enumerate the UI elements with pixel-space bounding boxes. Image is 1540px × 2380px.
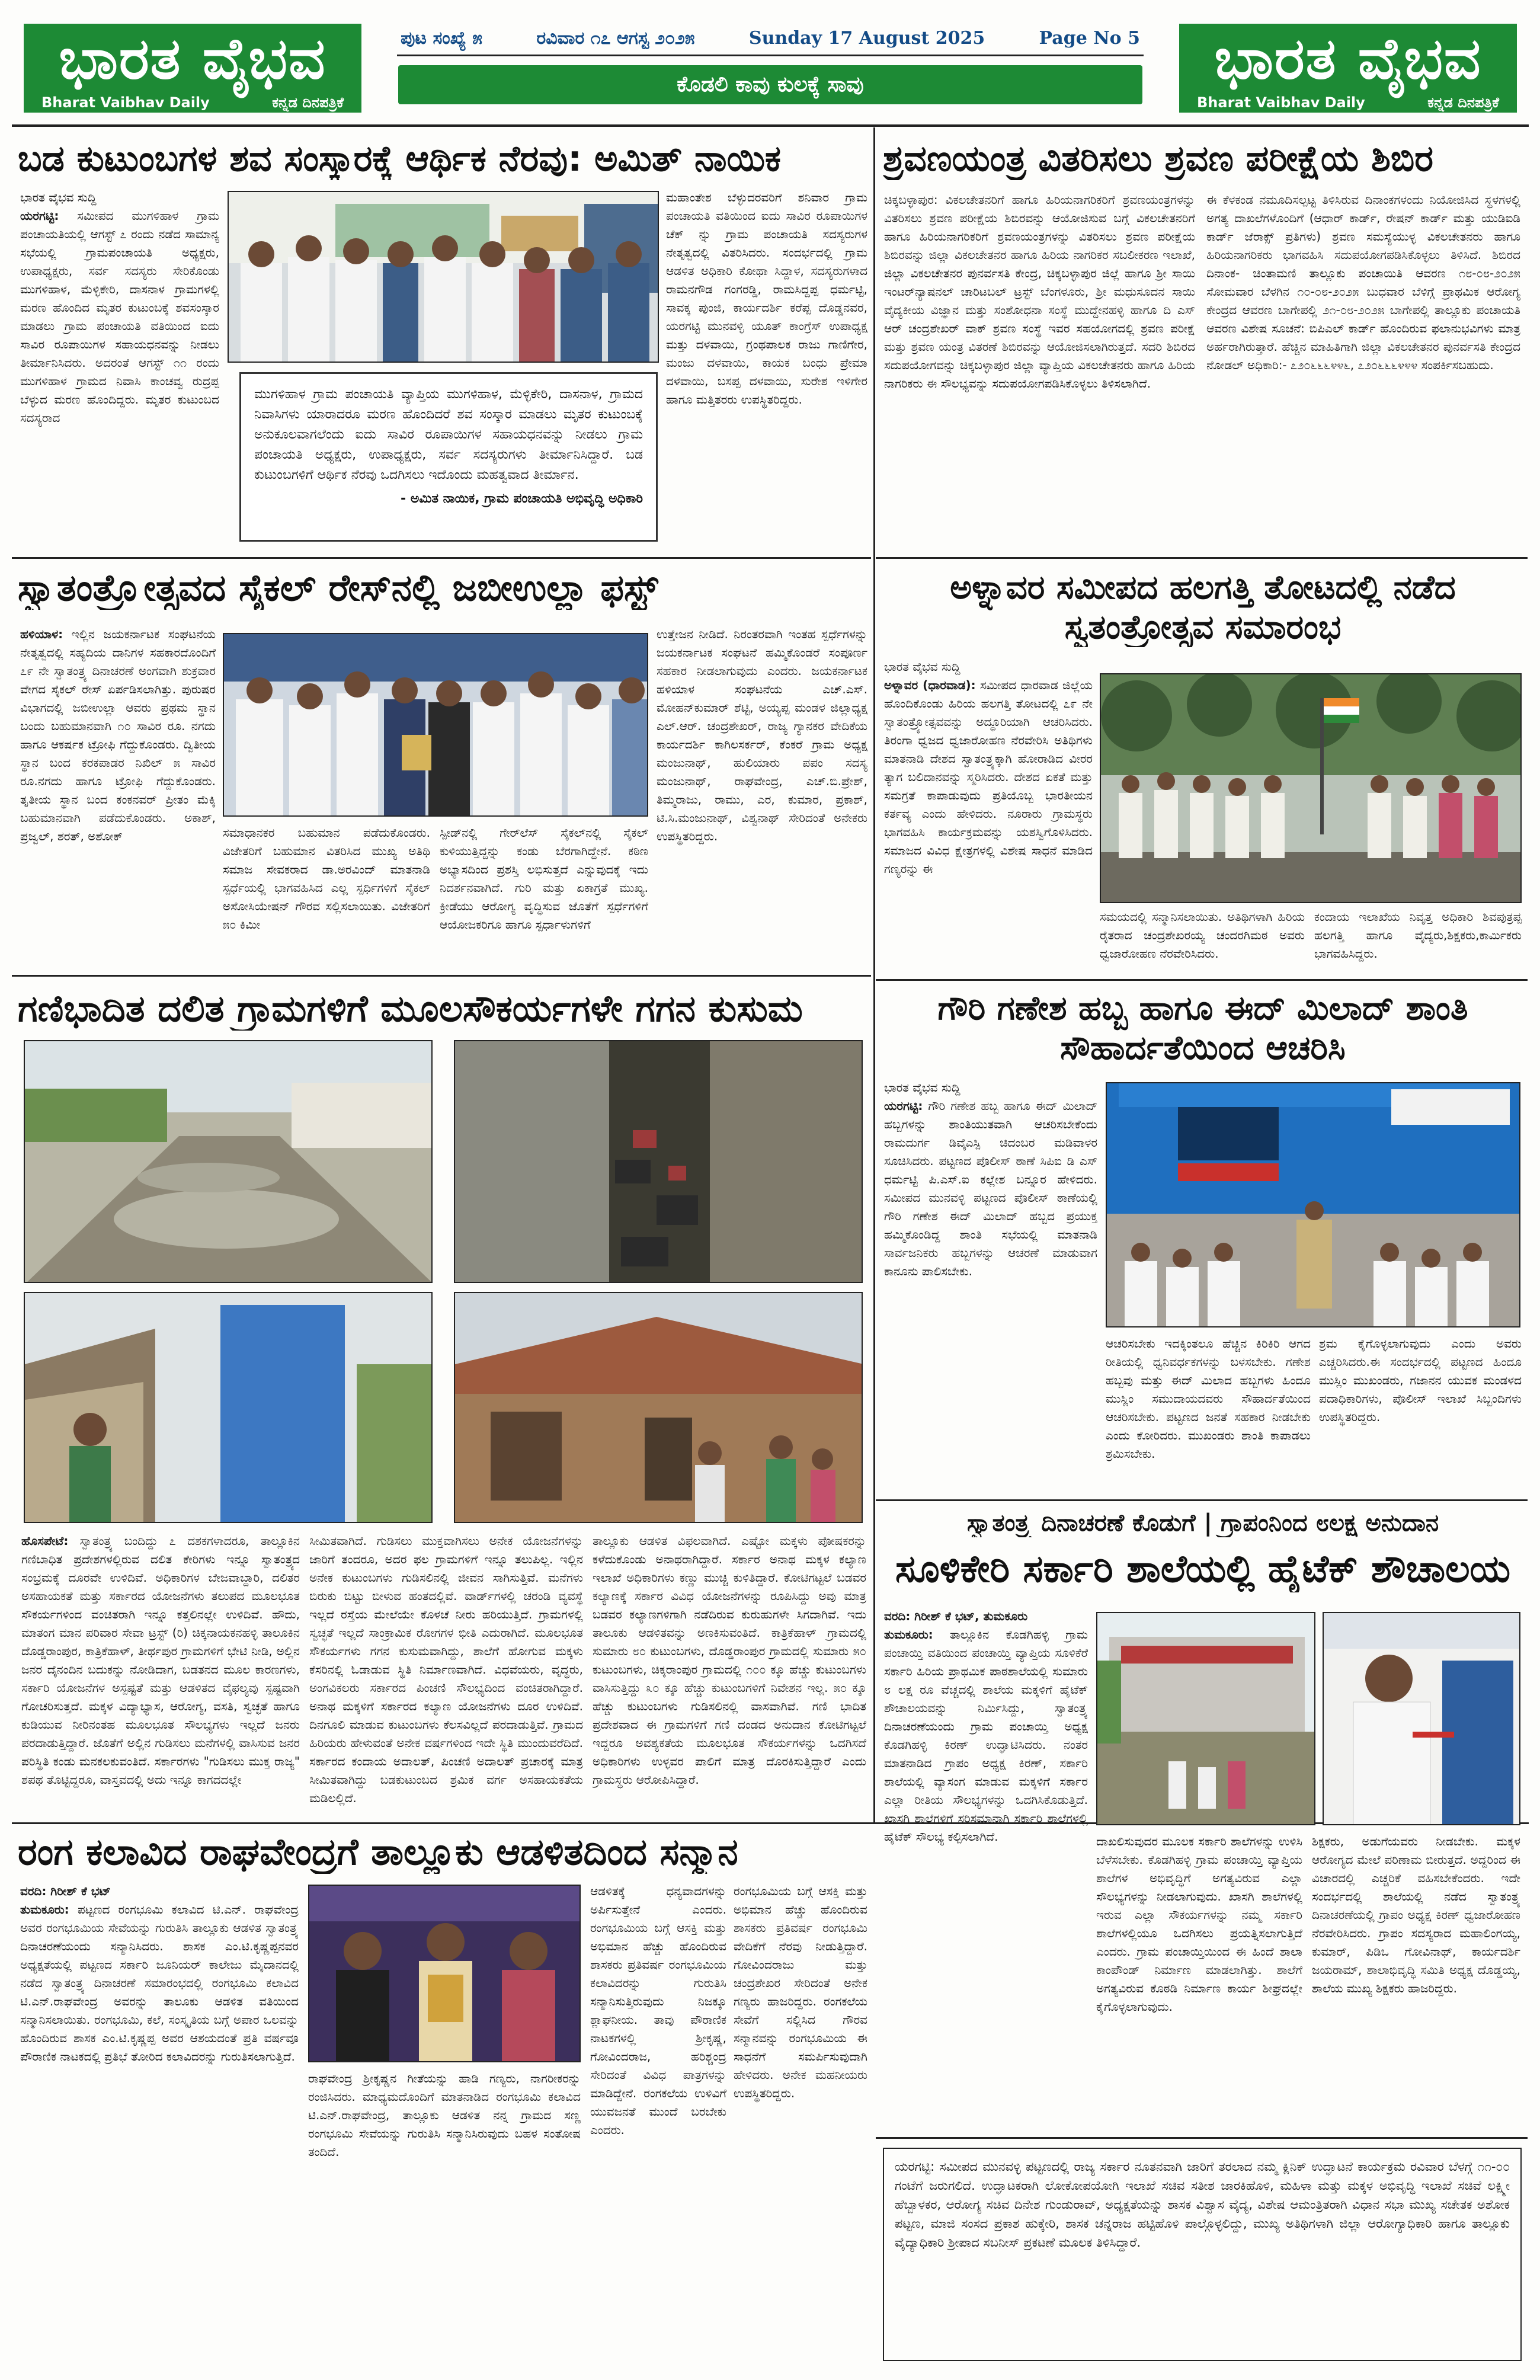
a2-col1: ಚಿಕ್ಕಬಳ್ಳಾಪುರ: ವಿಕಲಚೇತನರಿಗೆ ಹಾಗೂ ಹಿರಿಯನಾಗರಿಕರಿಗೆ ಶ್ರವಣಯಂತ್ರಗಳನ್ನು ವಿತರಿಸಲು ಶ್ರವಣ ಪರೀಕ್ಷೆಯ ಶಿಬಿರವನ್ನು ಆಯೋಜಿಸುವ ಬಗ್ಗೆ ವಿಕಲಚೇತನರಿಗೆ ಹಾಗೂ ಹಿರಿಯನಾಗರಿಕರಿಗೆ ಶ್ರವಣಯಂತ್ರಗಳನ್ನು ವಿತರಿಸಲು ಶ್ರವಣ ಪರೀಕ್ಷೆಯ ಶಿಬಿರವನ್ನು ಜಿಲ್ಲಾ ವಿಕಲಚೇತನರ ಹಾಗೂ ಹಿರಿಯ ನಾಗರಿಕರ ಸಬಲೀಕರಣ ಇಲಾಖೆ, ಜಿಲ್ಲಾ ವಿಕಲಚೇತನರ ಪುನರ್ವಸತಿ ಕೇಂದ್ರ, ಚಿಕ್ಕಬಳ್ಳಾಪುರ ಜಿಲ್ಲೆ ಹಾಗೂ ಶ್ರೀ ಸಾಯಿ ಇಂಟರ್‌ನ್ಯಾಷನಲ್ ಚಾರಿಟಬಲ್ ಟ್ರಸ್ಟ್ ಬೆಂಗಳೂರು, ಶ್ರೀ ಮಧುಸೂದನ ಸಾಯಿ ವೈದ್ಯಕೀಯ ವಿಜ್ಞಾನ ಮತ್ತು ಸಂಶೋಧನಾ ಸಂಸ್ಥೆ ಮುದ್ದೇನಹಳ್ಳಿ ಹಾಗೂ ದಿ ಎಸ್ ಆರ್ ಚಂದ್ರಶೇಖರ್ ವಾಕ್ ಶ್ರವಣ ಸಂಸ್ಥೆ ಇವರ ಸಹಯೋಗದಲ್ಲಿ ಶ್ರವಣ ಪರೀಕ್ಷೆ ಮತ್ತು ಶ್ರವಣ ಯಂತ್ರ ವಿತರಣೆ ಶಿಬಿರವನ್ನು ಆಯೋಜಿಸಲಾಗಿರುತ್ತದೆ. ಸದರಿ ಶಿಬಿರದ ಸದುಪಯೋಗವನ್ನು ಚಿಕ್ಕಬಳ್ಳಾಪುರ ಜಿಲ್ಲಾ ವ್ಯಾಪ್ತಿಯ ವಿಕಲಚೇತನರು ಹಾಗೂ ಹಿರಿಯ ನಾಗರಿಕರು ಈ ಸೌಲಭ್ಯವನ್ನು ಸದುಪಯೋಗಪಡಿಸಿಕೊಳ್ಳಲು ತಿಳಿಸಲಾಗಿದೆ. <box>884 193 1195 391</box>
a6-col1 <box>884 1079 1097 1363</box>
a3-headline: ಸ್ವಾತಂತ್ರ್ಯೋತ್ಸವದ ಸೈಕಲ್ ರೇಸ್‌ನಲ್ಲಿ ಜಬೀಉಲ್ಲಾ ಫಸ್ಟ್ <box>18 566 658 609</box>
a4-bottom-left: ಸಮಯದಲ್ಲಿ ಸನ್ಮಾನಿಸಲಾಯಿತು. ಅತಿಥಿಗಳಾಗಿ ಹಿರಿಯ ರೈತರಾದ ಚಂದ್ರಶೇಖರಯ್ಯ ಚಂದರಗಿಮಠ ಅವರು ಧ್ವಜಾರೋಹಣ ನೆರವೇರಿಸಿದರು. <box>1100 910 1305 961</box>
a7-photo-2-image <box>1324 1613 1520 1825</box>
a5-photo-3-image <box>25 1293 433 1523</box>
a7-col3: ಶಿಕ್ಷಕರು, ಅಡುಗೆಯವರು ನೀಡಬೇಕು. ಮಕ್ಕಳ ಆರೋಗ್ಯದ ಮೇಲೆ ಪರಿಣಾಮ ಬೀರುತ್ತದೆ. ಅದ್ದರಿಂದ ಈ ವಿಚಾರದಲ್ಲಿ ಎಚ್ಚರಿಕೆ ವಹಿಸಬೇಕೆಂದರು. ಇದೇ ಸಂದರ್ಭದಲ್ಲಿ ಶಾಲೆಯಲ್ಲಿ ನಡೆದ ಸ್ವಾತಂತ್ರ್ಯ ದಿನಾಚರಣೆಯಲ್ಲಿ ಗ್ರಾಪಂ ಅಧ್ಯಕ್ಷ ಕಿರಣ್ ಧ್ವಜಾರೋಹಣ ನೆರವೇರಿಸಿದರು. ಗ್ರಾಪಂ ಸದಸ್ಯರಾದ ಮಹಾಲಿಂಗಯ್ಯ, ಕುಮಾರ್, ಪಿಡಿಒ ಗೋವಿನಾಥ್, ಕಾರ್ಯದರ್ಶಿ ಜಯರಾಮ್, ಶಾಲಾಭಿವೃದ್ಧಿ ಸಮಿತಿ ಅಧ್ಯಕ್ಷ ದೊಡ್ಡಯ್ಯ, ಶಾಲೆಯ ಮುಖ್ಯ ಶಿಕ್ಷಕರು ಹಾಜರಿದ್ದರು. <box>1312 1834 1520 1995</box>
a3-dateline: ಹಳಿಯಾಳ: <box>20 627 63 641</box>
a6-photo <box>1106 1082 1520 1327</box>
page-number: Page No 5 <box>1039 27 1140 49</box>
a5-col1-text: ಸ್ವಾತಂತ್ರ್ಯ ಬಂದಿದ್ದು ೭ ದಶಕಗಳಾದರೂ, ತಾಲ್ಲೂಕಿನ ಗಣಿಬಾಧಿತ ಪ್ರದೇಶಗಳಲ್ಲಿರುವ ದಲಿತ ಕೇರಿಗಳು ಇನ್ನೂ ಸ್ವಾತಂತ್ರ್ಯದ ಸಂಭ್ರಮಕ್ಕೆ ದೂರವೇ ಉಳಿದಿವೆ. ಅಧಿಕಾರಿಗಳ ಬೇಜವಾಬ್ದಾರಿ, ದಲಿತರ ಅಸಹಾಯಕತೆ ಮತ್ತು ಸರ್ಕಾರದ ಯೋಜನೆಗಳು ತಲುಪದ ಮೂಲಭೂತ ಸೌಕರ್ಯಗಳಿಂದ ವಂಚಿತರಾಗಿ ಇನ್ನೂ ಕತ್ತಲಿನಲ್ಲೇ ಉಳಿದಿವೆ. ಹೌದು, ಮಾತಂಗ ಮಾನ ಪರಿವಾರ ಸೇವಾ ಟ್ರಸ್ಟ್ (ರಿ) ಚಿಕ್ಕನಾಯಕನಹಳ್ಳಿ ತಾಲೂಕಿನ ದೊಡ್ಡರಾಂಪುರ, ಕಾತ್ರಿಕೆಹಾಳ್, ತೀರ್ಥಪುರ ಗ್ರಾಮಗಳಿಗೆ ಭೇಟಿ ನೀಡಿ, ಅಲ್ಲಿನ ಜನರ ದೈನಂದಿನ ಬದುಕನ್ನು ನೋಡಿದಾಗ, ಬಡತನದ ಮೂಲ ಕಾರಣಗಳು, ಸರ್ಕಾರಿ ಯೋಜನೆಗಳ ಅಸ್ಪಷ್ಟತೆ ಮತ್ತು ಆಡಳಿತದ ವೈಫಲ್ಯವು ಸ್ಪಷ್ಟವಾಗಿ ಗೋಚರಿಸುತ್ತದೆ. ಮಕ್ಕಳ ವಿದ್ಯಾಭ್ಯಾಸ, ಆರೋಗ್ಯ, ವಸತಿ, ಸ್ವಚ್ಛತೆ ಹಾಗೂ ಕುಡಿಯುವ ನೀರಿನಂತಹ ಮೂಲಭೂತ ಸೌಲಭ್ಯಗಳು ಇಲ್ಲದೆ ಜನರು ಪರದಾಡುತ್ತಿದ್ದಾರೆ. ಜೊತೆಗೆ ಅಲ್ಲಿನ ಗುಡಿಸಲು ಮನೆಗಳಲ್ಲಿ ವಾಸಿಸುವ ಜನರ ಪರಿಸ್ಥಿತಿ ಕಂಡು ಮನಕಲಕುವಂತಿದೆ. ಸರ್ಕಾರಗಳು "ಗುಡಿಸಲು ಮುಕ್ತ ರಾಜ್ಯ" ಶಪಥ ತೊಟ್ಟಿದ್ದರೂ, ವಾಸ್ತವದಲ್ಲಿ ಅದು ಇನ್ನೂ ಕಾಗದದಲ್ಲೇ <box>21 1534 300 1787</box>
logo-sub-en: Bharat Vaibhav Daily <box>41 94 210 111</box>
a8-col1-text: ಪಟ್ಟಣದ ರಂಗಭೂಮಿ ಕಲಾವಿದ ಟಿ.ಎನ್. ರಾಘವೇಂದ್ರ ಅವರ ರಂಗಭೂಮಿಯ ಸೇವೆಯನ್ನು ಗುರುತಿಸಿ ತಾಲ್ಲೂಕು ಆಡಳಿತ ಸ್ವಾತಂತ್ರ್ಯ ದಿನಾಚರಣೆಯಂದು ಸನ್ಮಾನಿಸಿದರು. ಶಾಸಕ ಎಂ.ಟಿ.ಕೃಷ್ಣಪ್ಪನವರ ಅಧ್ಯಕ್ಷತೆಯಲ್ಲಿ ಪಟ್ಟಣದ ಸರ್ಕಾರಿ ಜೂನಿಯರ್ ಕಾಲೇಜು ಮೈದಾನದಲ್ಲಿ ನಡೆದ ಸ್ವಾತಂತ್ರ್ಯ ದಿನಾಚರಣೆ ಸಮಾರಂಭದಲ್ಲಿ ರಂಗಭೂಮಿ ಕಲಾವಿದ ಟಿ.ಎನ್.ರಾಘವೇಂದ್ರ ಅವರನ್ನು ತಾಲೂಕು ಆಡಳಿತ ವತಿಯಿಂದ ಸನ್ಮಾನಿಸಲಾಯಿತು. ರಂಗಭೂಮಿ, ಕಲೆ, ಸಂಸ್ಕೃತಿಯ ಬಗ್ಗೆ ಅಪಾರ ಒಲವನ್ನು ಹೊಂದಿರುವ ಶಾಸಕ ಎಂ.ಟಿ.ಕೃಷ್ಣಪ್ಪ ಅವರ ಆಶಯದಂತೆ ಪ್ರತಿ ವರ್ಷವೂ ಪೌರಾಣಿಕ ನಾಟಕದಲ್ಲಿ ಪ್ರತಿಭೆ ತೋರಿದ ಕಲಾವಿದರನ್ನು ಗುರುತಿಸಲಾಗುತ್ತಿದೆ. <box>20 1902 299 2064</box>
a6-headline: ಗೌರಿ ಗಣೇಶ ಹಬ್ಬ ಹಾಗೂ ಈದ್ ಮಿಲಾದ್ ಶಾಂತಿ ಸೌಹಾರ್ದತೆಯಿಂದ ಆಚರಿಸಿ <box>937 989 1468 1068</box>
a4-photo <box>1100 673 1522 903</box>
notice-box <box>883 2148 1522 2361</box>
a5-dateline: ಹೊಸಪೇಟೆ: <box>21 1534 69 1548</box>
a8-photo <box>308 1885 581 2062</box>
a4-col1-text: ಸಮೀಪದ ಧಾರವಾಡ ಜಿಲ್ಲೆಯ ಹೊಂದಿಕೊಂಡು ಹಿರಿಯ ಹಲಗತ್ತಿ ತೋಟದಲ್ಲಿ ೭೯ ನೇ ಸ್ವಾತಂತ್ರ್ಯೋತ್ಸವವನ್ನು ಅದ್ಧೂರಿಯಾಗಿ ಆಚರಿಸಿದರು. ತಿರಂಗಾ ಧ್ವಜದ ಧ್ವಜಾರೋಹಣ ನೆರವೇರಿಸಿ ಅತಿಥಿಗಳು ಮಾತನಾಡಿ ದೇಶದ ಸ್ವಾತಂತ್ರ್ಯಕ್ಕಾಗಿ ಹೋರಾಡಿದ ವೀರರ ತ್ಯಾಗ ಬಲಿದಾನವನ್ನು ಸ್ಮರಿಸಿದರು. ದೇಶದ ಏಕತೆ ಮತ್ತು ಸಮಗ್ರತೆ ಕಾಪಾಡುವುದು ಪ್ರತಿಯೊಬ್ಬ ಭಾರತೀಯನ ಕರ್ತವ್ಯ ಎಂದು ಹೇಳಿದರು. ನೂರಾರು ಗ್ರಾಮಸ್ಥರು ಭಾಗವಹಿಸಿ ಕಾರ್ಯಕ್ರಮವನ್ನು ಯಶಸ್ವಿಗೊಳಿಸಿದರು. ಸಮಾಜದ ವಿವಿಧ ಕ್ಷೇತ್ರಗಳಲ್ಲಿ ವಿಶೇಷ ಸಾಧನೆ ಮಾಡಿದ ಗಣ್ಯರನ್ನು ಈ <box>884 678 1093 876</box>
masthead-rule <box>397 55 1144 56</box>
a4-col1 <box>884 658 1093 907</box>
a6-bottom-right: ಶ್ರಮ ಕೈಗೊಳ್ಳಲಾಗುವುದು ಎಂದು ಅವರು ಎಚ್ಚರಿಸಿದರು.ಈ ಸಂದರ್ಭದಲ್ಲಿ ಪಟ್ಟಣದ ಹಿಂದೂ ಮುಸ್ಲಿಂ ಮುಖಂಡರು, ಗಜಾನನ ಯುವಕ ಮಂಡಳದ ಪದಾಧಿಕಾರಿಗಳು, ಪೊಲೀಸ್ ಇಲಾಖೆ ಸಿಬ್ಬಂದಿಗಳು ಉಪಸ್ಥಿತರಿದ್ದರು. <box>1319 1336 1522 1424</box>
a4-bottom-rule <box>876 979 1528 981</box>
a8-dateline: ತುಮಕೂರು: <box>20 1902 69 1917</box>
a3-bottom-left: ಸಮಾಧಾನಕರ ಬಹುಮಾನ ಪಡೆದುಕೊಂಡರು. ವಿಜೇತರಿಗೆ ಬಹುಮಾನ ವಿತರಿಸಿದ ಮುಖ್ಯ ಅತಿಥಿ ಸಮಾಜ ಸೇವಕರಾದ ಡಾ.ಅರವಿಂದ್ ಮಾತನಾಡಿ ಸ್ಪರ್ಧೆಯಲ್ಲಿ ಭಾಗವಹಿಸಿದ ಎಲ್ಲ ಸ್ಪರ್ಧಿಗಳಿಗೆ ಸೈಕಲ್ ಅಸೋಸಿಯೇಷನ್ ಗೌರವ ಸಲ್ಲಿಸಲಾಯಿತು. ವಿಜೇತರಿಗೆ ೫೦ ಕಿಮೀ <box>223 826 430 932</box>
a5-photo-4 <box>454 1292 863 1523</box>
a2-bottom-rule <box>876 557 1528 559</box>
masthead-slogan: ಕೊಡಲಿ ಕಾವು ಕುಲಕ್ಕೆ ಸಾವು <box>398 65 1142 104</box>
a6-bottom-left: ಆಚರಿಸಬೇಕು ಇದಕ್ಕಿಂತಲೂ ಹೆಚ್ಚಿನ ಕಿರಿಕಿರಿ ಆಗದ ರೀತಿಯಲ್ಲಿ ಧ್ವನಿವರ್ಧಕಗಳನ್ನು ಬಳಸಬೇಕು. ಗಣೇಶ ಹಬ್ಬವು ಮತ್ತು ಈದ್ ಮಿಲಾದ ಹಬ್ಬಗಳು ಹಿಂದೂ ಮುಸ್ಲಿಂ ಸಮುದಾಯದವರು ಸೌಹಾರ್ದತೆಯಿಂದ ಆಚರಿಸಬೇಕು. ಪಟ್ಟಣದ ಜನತೆ ಸಹಕಾರ ನೀಡಬೇಕು ಎಂದು ಕೋರಿದರು. ಮುಖಂಡರು ಶಾಂತಿ ಕಾಪಾಡಲು ಶ್ರಮಿಸಬೇಕು. <box>1106 1336 1311 1461</box>
a1-dateline: ಯರಗಟ್ಟಿ: <box>20 209 59 223</box>
a8-headline: ರಂಗ ಕಲಾವಿದ ರಾಘವೇಂದ್ರಗೆ ತಾಲ್ಲೂಕು ಆಡಳಿತದಿಂದ ಸನ್ಮಾನ <box>18 1830 738 1873</box>
a4-headline: ಅಳ್ನಾವರ ಸಮೀಪದ ಹಲಗತ್ತಿ ತೋಟದಲ್ಲಿ ನಡೆದ ಸ್ವತಂತ್ರೋತ್ಸವ ಸಮಾರಂಭ <box>950 568 1456 647</box>
a5-photo-2 <box>454 1040 863 1283</box>
a7-col1-text: ತಾಲ್ಲೂಕಿನ ಕೊಡಗಿಹಳ್ಳಿ ಗ್ರಾಮ ಪಂಚಾಯ್ತಿ ವತಿಯಿಂದ ಪಂಚಾಯ್ತಿ ವ್ಯಾಪ್ತಿಯ ಸೂಳಿಕೆರೆ ಸರ್ಕಾರಿ ಹಿರಿಯ ಪ್ರಾಥಮಿಕ ಪಾಠಶಾಲೆಯಲ್ಲಿ ಸುಮಾರು ೮ ಲಕ್ಷ ರೂ ವೆಚ್ಚದಲ್ಲಿ ಶಾಲೆಯ ಮಕ್ಕಳಿಗೆ ಹೈಟೆಕ್ ಶೌಚಾಲಯವನ್ನು ನಿರ್ಮಿಸಿದ್ದು, ಸ್ವಾತಂತ್ರ್ಯ ದಿನಾಚರಣೆಯಂದು ಗ್ರಾಮ ಪಂಚಾಯ್ತಿ ಅಧ್ಯಕ್ಷ ಕೊಡಗಿಹಳ್ಳಿ ಕಿರಣ್ ಉದ್ಘಾಟಿಸಿದರು. ನಂತರ ಮಾತನಾಡಿದ ಗ್ರಾಪಂ ಅಧ್ಯಕ್ಷ ಕಿರಣ್, ಸರ್ಕಾರಿ ಶಾಲೆಯಲ್ಲಿ ವ್ಯಾಸಂಗ ಮಾಡುವ ಮಕ್ಕಳಿಗೆ ಸರ್ಕಾರ ಎಲ್ಲಾ ರೀತಿಯ ಸೌಲಭ್ಯಗಳನ್ನು ಒದಗಿಸಿಕೊಡುತ್ತಿದೆ. ಖಾಸಗಿ ಶಾಲೆಗಳಿಗೆ ಸರಿಸಮಾನಾಗಿ ಸರ್ಕಾರಿ ಶಾಲೆಗಳಲ್ಲಿ ಹೈಟೆಕ್ ಸೌಲಭ್ಯ ಕಲ್ಪಿಸಲಾಗಿದೆ. <box>884 1627 1088 1844</box>
a1-col2: ಮಹಾಂತೇಶ ಬೆಳ್ಳುದರವರಿಗೆ ಶನಿವಾರ ಗ್ರಾಮ ಪಂಚಾಯತಿ ವತಿಯಿಂದ ಐದು ಸಾವಿರ ರೂಪಾಯಿಗಳ ಚೆಕ್ ನ್ನು ಗ್ರಾಮ ಪಂಚಾಯತಿ ಸದಸ್ಯರುಗಳ ನೇತೃತ್ವದಲ್ಲಿ ವಿತರಿಸಿದರು. ಸಂದರ್ಭದಲ್ಲಿ ಗ್ರಾಮ ಆಡಳಿತ ಅಧಿಕಾರಿ ಕೋಥಾ ಸಿದ್ದಾಳ, ಸದಸ್ಯರುಗಳಾದ ರಾಮನಗೌಡ ಗಂಗರಡ್ಡಿ, ರಾಮಸಿದ್ದಪ್ಪ ಧರ್ಮಟ್ಟಿ, ಸಾವಕ್ಕ ಪುಂಜಿ, ಕಾರ್ಯದರ್ಶಿ ಕರೆಪ್ಪ ದೊಡ್ಡನವರ, ಯರಗಟ್ಟಿ ಮುನವಳ್ಳಿ ಯೂತ್ ಕಾಂಗ್ರೆಸ್ ಉಪಾಧ್ಯಕ್ಷ ಮತ್ತು ದಳವಾಯಿ, ಗ್ರಂಥಪಾಲಕ ರಾಜು ಗಾಣಿಗೇರ, ಮಂಜು ದಳವಾಯಿ, ಕಾಯಕ ಬಂಧು ಪ್ರೇಮಾ ದಳವಾಯಿ, ಬಸಪ್ಪ ದಳವಾಯಿ, ಸುರೇಶ ಇಳಿಗೇರ ಹಾಗೂ ಮತ್ತಿತರರು ಉಪಸ್ಥಿತರಿದ್ದರು. <box>666 190 867 407</box>
date-kn: ರವಿವಾರ ೧೭ ಆಗಸ್ಟ ೨೦೨೫ <box>536 27 695 49</box>
a8-caption: ರಾಘವೇಂದ್ರ ಶ್ರೀಕೃಷ್ಣನ ಗೀತೆಯನ್ನು ಹಾಡಿ ಗಣ್ಯರು, ನಾಗರೀಕರನ್ನು ರಂಜಿಸಿದರು. ಮಾಧ್ಯಮದೊಂದಿಗೆ ಮಾತನಾಡಿದ ರಂಗಭೂಮಿ ಕಲಾವಿದ ಟಿ.ಎನ್.ರಾಘವೇಂದ್ರ, ತಾಲ್ಲೂಕು ಆಡಳಿತ ನನ್ನ ಗ್ರಾಮದ ಸಣ್ಣ ರಂಗಭೂಮಿ ಸೇವೆಯನ್ನು ಗುರುತಿಸಿ ಸನ್ಮಾನಿಸಿರುವುದು ಬಹಳ ಸಂತೋಷ ತಂದಿದೆ. <box>308 2071 581 2159</box>
a8-photo-image <box>309 1886 581 2062</box>
a5-photo-2-image <box>455 1041 863 1283</box>
a6-dateline: ಯರಗಟ್ಟಿ: <box>884 1099 923 1113</box>
a7-dateline: ತುಮಕೂರು: <box>884 1627 933 1642</box>
a1-col1-text: ಸಮೀಪದ ಮುಗಳಿಹಾಳ ಗ್ರಾಮ ಪಂಚಾಯತಿಯಲ್ಲಿ ಆಗಸ್ಟ್ ೭ ರಂದು ನಡೆದ ಸಾಮಾನ್ಯ ಸಭೆಯಲ್ಲಿ ಗ್ರಾಮಪಂಚಾಯತಿ ಅಧ್ಯಕ್ಷರು, ಉಪಾಧ್ಯಕ್ಷರು, ಸರ್ವ ಸದಸ್ಯರು ಸೇರಿಕೊಂಡು ಮುಗಳಿಹಾಳ, ಮೆಳ್ಳಿಕೇರಿ, ದಾಸನಾಳ ಗ್ರಾಮಗಳಲ್ಲಿ ಮರಣ ಹೊಂದಿದ ಮೃತರ ಕುಟುಂಬಕ್ಕೆ ಶವಸಂಸ್ಕಾರ ಮಾಡಲು ಗ್ರಾಮ ಪಂಚಾಯತಿ ವತಿಯಿಂದ ಐದು ಸಾವಿರ ರೂಪಾಯಿಗಳ ಸಹಾಯಧನವನ್ನು ನೀಡಲು ತೀರ್ಮಾನಿಸಿದರು. ಅದರಂತೆ ಆಗಸ್ಟ್ ೧೧ ರಂದು ಮುಗಳಿಹಾಳ ಗ್ರಾಮದ ನಿವಾಸಿ ಕಾಂಚವ್ವ ರುದ್ರಪ್ಪ ಬೆಳ್ಳುದ ಮರಣ ಹೊಂದಿದ್ದರು. ಮೃತರ ಕುಟುಂಬದ ಸದಸ್ಯರಾದ <box>20 209 219 425</box>
a7-photo-2 <box>1323 1612 1520 1825</box>
a1-photo-image <box>229 192 659 363</box>
masthead-logo-right <box>1179 24 1517 113</box>
a8-col2: ಆಡಳಿತಕ್ಕೆ ಧನ್ಯವಾದಗಳನ್ನು ಅರ್ಪಿಸುತ್ತೇನೆ ಎಂದರು. ರಂಗಭೂಮಿಯ ಬಗ್ಗೆ ಆಸಕ್ತಿ ಮತ್ತು ಅಭಿಮಾನ ಹೆಚ್ಚು ಹೊಂದಿರುವ ಶಾಸಕರು ಪ್ರತಿವರ್ಷ ರಂಗಭೂಮಿಯ ಕಲಾವಿದರನ್ನು ಗುರುತಿಸಿ ಸನ್ಮಾನಿಸುತ್ತಿರುವುದು ನಿಜಕ್ಕೂ ಶ್ಲಾಘನೀಯ. ತಾವು ಪೌರಾಣಿಕ ನಾಟಕಗಳಲ್ಲಿ ಶ್ರೀಕೃಷ್ಣ, ಗೋವಿಂದರಾಜ, ಹರಿಶ್ಚಂದ್ರ ಸೇರಿದಂತೆ ವಿವಿಧ ಪಾತ್ರಗಳನ್ನು ಮಾಡಿದ್ದೇನೆ. ರಂಗಕಲೆಯ ಉಳಿವಿಗೆ ಯುವಜನತೆ ಮುಂದೆ ಬರಬೇಕು ಎಂದರು. <box>590 1884 726 2137</box>
a7-photo-1-image <box>1097 1613 1315 1825</box>
a5-photo-1 <box>24 1040 433 1283</box>
masthead-meta <box>397 24 1144 52</box>
page-count-kn: ಪುಟ ಸಂಖ್ಯೆ ೫ <box>401 27 483 49</box>
a8-reporter: ವರದಿ: ಗಿರೀಶ್ ಕೆ ಭಟ್ <box>20 1884 111 1898</box>
a7-col1 <box>884 1607 1088 2129</box>
masthead-logo-left <box>24 24 361 113</box>
notice-dateline: ಯರಗಟ್ಟಿ: <box>895 2160 935 2174</box>
logo-text: ಭಾರತ ವೈಭವ <box>59 25 326 92</box>
logo-text: ಭಾರತ ವೈಭವ <box>1214 25 1482 92</box>
logo-sub-kn: ಕನ್ನಡ ದಿನಪತ್ರಿಕೆ <box>1427 94 1499 111</box>
a3-photo <box>223 633 648 817</box>
a5-col2: ಸೀಮಿತವಾಗಿದೆ. ಗುಡಿಸಲು ಮುಕ್ತವಾಗಿಸಲು ಅನೇಕ ಯೋಜನೆಗಳನ್ನು ಜಾರಿಗೆ ತಂದರೂ, ಅದರ ಫಲ ಗ್ರಾಮಗಳಿಗೆ ಇನ್ನೂ ತಲುಪಿಲ್ಲ. ಇಲ್ಲಿನ ಅನೇಕ ಕುಟುಂಬಗಳು ಗುಡಿಸಲಿನಲ್ಲಿ ಜೀವನ ಸಾಗಿಸುತ್ತಿವೆ. ಮನೆಗಳು ಬಿರುಕು ಬಿಟ್ಟು ಬೀಳುವ ಹಂತದಲ್ಲಿವೆ. ವಾರ್ಡ್‌ಗಳಲ್ಲಿ ಚರಂಡಿ ವ್ಯವಸ್ಥೆ ಇಲ್ಲದೆ ರಸ್ತೆಯ ಮೇಲೆಯೇ ಕೊಳಚೆ ನೀರು ಹರಿಯುತ್ತಿದೆ. ಗ್ರಾಮಗಳಲ್ಲಿ ಸ್ವಚ್ಛತೆ ಇಲ್ಲದೆ ಸಾಂಕ್ರಾಮಿಕ ರೋಗಗಳ ಭೀತಿ ಎದುರಾಗಿದೆ. ಮೂಲಭೂತ ಸೌಕರ್ಯಗಳು ಗಗನ ಕುಸುಮವಾಗಿದ್ದು, ಶಾಲೆಗೆ ಹೋಗುವ ಮಕ್ಕಳು ಕೆಸರಿನಲ್ಲಿ ಓಡಾಡುವ ಸ್ಥಿತಿ ನಿರ್ಮಾಣವಾಗಿದೆ. ವಿಧವೆಯರು, ವೃದ್ಧರು, ಅಂಗವಿಕಲರು ಸರ್ಕಾರದ ಪಿಂಚಣಿ ಸೌಲಭ್ಯದಿಂದ ವಂಚಿತರಾಗಿದ್ದಾರೆ. ಅನಾಥ ಮಕ್ಕಳಿಗೆ ಸರ್ಕಾರದ ಕಲ್ಯಾಣ ಯೋಜನೆಗಳು ದೂರ ಉಳಿದಿವೆ. ದಿನಗೂಲಿ ಮಾಡುವ ಕುಟುಂಬಗಳು ಕೆಲಸವಿಲ್ಲದೆ ಪರದಾಡುತ್ತಿವೆ. ಗ್ರಾಮದ ಹಿರಿಯರು ಹೇಳುವಂತೆ ಅನೇಕ ವರ್ಷಗಳಿಂದ ಇದೇ ಸ್ಥಿತಿ ಮುಂದುವರೆದಿದೆ. ಸರ್ಕಾರದ ಕಂದಾಯ ಅದಾಲತ್, ಪಿಂಚಣಿ ಅದಾಲತ್ ಪ್ರಚಾರಕ್ಕೆ ಮಾತ್ರ ಸೀಮಿತವಾಗಿದ್ದು ಬಡಕುಟುಂಬದ ಶ್ರಮಿಕ ವರ್ಗ ಅಸಹಾಯಕತೆಯ ಮಡಿಲಲ್ಲಿದೆ. <box>309 1534 583 1805</box>
a5-col3: ತಾಲ್ಲೂಕು ಆಡಳಿತ ವಿಫಲವಾಗಿದೆ. ಎಷ್ಟೋ ಮಕ್ಕಳು ಪೋಷಕರನ್ನು ಕಳೆದುಕೊಂಡು ಅನಾಥರಾಗಿದ್ದಾರೆ. ಸರ್ಕಾರ ಅನಾಥ ಮಕ್ಕಳ ಕಲ್ಯಾಣ ಇಲಾಖೆ ಅಧಿಕಾರಿಗಳು ಕಣ್ಣು ಮುಚ್ಚಿ ಕುಳಿತಿದ್ದಾರೆ. ಕೋಟಿಗಟ್ಟಲೆ ಬಡವರ ಕಲ್ಯಾಣಕ್ಕೆ ಸರ್ಕಾರ ವಿವಿಧ ಯೋಜನೆಗಳನ್ನು ರೂಪಿಸಿದ್ದು ಅವು ಮಾತ್ರ ಬಡವರ ಕಲ್ಯಾಣಗಳಿಗಾಗಿ ನಡೆದಿರುವ ಕುರುಹುಗಳೇ ಸಿಗದಾಗಿವೆ. ಇದು ತಾಲೂಕು ಆಡಳಿತವನ್ನು ಅಣಕಿಸುವಂತಿದೆ. ಕಾತ್ರಿಕೆಹಾಳ್ ಗ್ರಾಮದಲ್ಲಿ ಸುಮಾರು ೮೦ ಕುಟುಂಬಗಳು, ದೊಡ್ಡರಾಂಪುರ ಗ್ರಾಮದಲ್ಲಿ ಸುಮಾರು ೫೦ ಕುಟುಂಬಗಳು, ಚಿಕ್ಕರಾಂಪುರ ಗ್ರಾಮದಲ್ಲಿ ೧೦೦ ಕ್ಕೂ ಹೆಚ್ಚು ಕುಟುಂಬಗಳು ವಾಸಿಸುತ್ತಿದ್ದು ೩೦ ಕ್ಕೂ ಹೆಚ್ಚು ಕುಟುಂಬಗಳಿಗೆ ನಿವೇಶನ ಇಲ್ಲ. ೫೦ ಕ್ಕೂ ಹೆಚ್ಚು ಕುಟುಂಬಗಳು ಗುಡಿಸಲಿನಲ್ಲಿ ವಾಸವಾಗಿವೆ. ಗಣಿ ಭಾದಿತ ಪ್ರದೇಶವಾದ ಈ ಗ್ರಾಮಗಳಿಗೆ ಗಣಿ ದಂಡದ ಅನುದಾನ ಕೋಟಿಗಟ್ಟಲೆ ಇದ್ದರೂ ಅವಶ್ಯಕತೆಯ ಮೂಲಭೂತ ಸೌಕರ್ಯಗಳನ್ನು ಒದಗಿಸದೆ ಅಧಿಕಾರಿಗಳು ಉಳ್ಳವರ ಪಾಲಿಗೆ ಮಾತ್ರ ದೊರಕಿಸುತ್ತಿದ್ದಾರೆ ಎಂದು ಗ್ರಾಮಸ್ಥರು ಆರೋಪಿಸಿದ್ದಾರೆ. <box>593 1534 866 1787</box>
a7-headline: ಸೂಳಿಕೇರಿ ಸರ್ಕಾರಿ ಶಾಲೆಯಲ್ಲಿ ಹೈಟೆಕ್ ಶೌಚಾಲಯ <box>895 1547 1511 1591</box>
a1-bottom-rule <box>12 557 871 559</box>
a1-quote-box <box>239 372 658 542</box>
a7-bottom-rule <box>876 2137 1528 2139</box>
a4-bottom-right: ಕಂದಾಯ ಇಲಾಖೆಯ ನಿವೃತ್ತ ಅಧಿಕಾರಿ ಶಿವಪುತ್ರಪ್ಪ ಹಲಗತ್ತಿ ಹಾಗೂ ವೈದ್ಯರು,ಶಿಕ್ಷಕರು,ಕಾರ್ಮಿಕರು ಭಾಗವಹಿಸಿದ್ದರು. <box>1314 910 1522 961</box>
a4-photo-image <box>1101 674 1522 903</box>
a2-headline: ಶ್ರವಣಯಂತ್ರ ವಿತರಿಸಲು ಶ್ರವಣ ಪರೀಕ್ಷೆಯ ಶಿಬಿರ <box>883 138 1433 180</box>
a1-headline: ಬಡ ಕುಟುಂಬಗಳ ಶವ ಸಂಸ್ಕಾರಕ್ಕೆ ಆರ್ಥಿಕ ನೆರವು: ಅಮಿತ್ ನಾಯಿಕ <box>18 138 782 180</box>
column-divider <box>873 127 875 1822</box>
a7-kicker: ಸ್ವಾತಂತ್ರ್ಯ ದಿನಾಚರಣೆ ಕೊಡುಗೆ | ಗ್ರಾಪಂನಿಂದ ೮ಲಕ್ಷ ಅನುದಾನ <box>966 1509 1439 1537</box>
a6-byline: ಭಾರತ ವೈಭವ ಸುದ್ದಿ <box>884 1080 961 1095</box>
a1-quote-attribution: - ಅಮಿತ ನಾಯಿಕ, ಗ್ರಾಮ ಪಂಚಾಯತಿ ಅಭಿವೃದ್ಧಿ ಅಧಿಕಾರಿ <box>401 491 643 506</box>
a5-photo-1-image <box>25 1041 433 1283</box>
logo-sub-en: Bharat Vaibhav Daily <box>1197 94 1365 111</box>
a5-col1 <box>21 1532 300 1810</box>
a6-col1-text: ಗೌರಿ ಗಣೇಶ ಹಬ್ಬ ಹಾಗೂ ಈದ್ ಮಿಲಾದ್ ಹಬ್ಬಗಳನ್ನು ಶಾಂತಿಯುತವಾಗಿ ಆಚರಿಸಬೇಕೆಂದು ರಾಮದುರ್ಗ ಡಿವೈಎಸ್ಪಿ ಚಿದಂಬರ ಮಡಿವಾಳರ ಸೂಚಿಸಿದರು. ಪಟ್ಟಣದ ಪೊಲೀಸ್ ಠಾಣೆ ಸಿಪಿಐ ಡಿ ಎಸ್ ಧರ್ಮಟ್ಟಿ ಪಿ.ಎಸ್.ಐ ಕಲ್ಲೇಶ ಬನ್ನೂರ ಹೇಳಿದರು. ಸಮೀಪದ ಮುನವಳ್ಳಿ ಪಟ್ಟಣದ ಪೊಲೀಸ್ ಠಾಣೆಯಲ್ಲಿ ಗೌರಿ ಗಣೇಶ ಈದ್ ಮಿಲಾದ್ ಹಬ್ಬದ ಪ್ರಯುಕ್ತ ಹಮ್ಮಿಕೊಂಡಿದ್ದ ಶಾಂತಿ ಸಭೆಯಲ್ಲಿ ಮಾತನಾಡಿ ಸಾರ್ವಜನಿಕರು ಹಬ್ಬಗಳನ್ನು ಆಚರಣೆ ಮಾಡುವಾಗ ಕಾನೂನು ಪಾಲಿಸಬೇಕು. <box>884 1099 1097 1278</box>
a1-photo <box>228 191 659 363</box>
a6-bottom-rule <box>876 1499 1528 1501</box>
a3-col2: ಉತ್ತೇಜನ ನೀಡಿದೆ. ನಿರಂತರವಾಗಿ ಇಂತಹ ಸ್ಪರ್ಧೆಗಳನ್ನು ಜಯಕರ್ನಾಟಕ ಸಂಘಟನೆ ಹಮ್ಮಿಕೊಂಡರೆ ಸಂಪೂರ್ಣ ಸಹಕಾರ ನೀಡಲಾಗುವುದು ಎಂದರು. ಜಯಕರ್ನಾಟಕ ಹಳಿಯಾಳ ಸಂಘಟನೆಯ ಎಚ್.ಎಸ್. ಮೋಹನ್‌ಕುಮಾರ್ ಶೆಟ್ಟಿ, ಅಯ್ಯಪ್ಪ ಮಂಡಳ ಜಿಲ್ಲಾಧ್ಯಕ್ಷ ಎಲ್.ಆರ್. ಚಂದ್ರಶೇಖರ್, ರಾಜ್ಯ ಗ್ಯಾನಕರ ವೇದಿಕೆಯ ಕಾರ್ಯದರ್ಶಿ ಕಾಗಿಲಸರ್ಕರ್, ಕೆಂಕರೆ ಗ್ರಾಮ ಅಧ್ಯಕ್ಷ ಮಂಜುನಾಥ್, ಹುಲಿಯಾರು ಪಪಂ ಸದಸ್ಯ ಮಂಜುನಾಥ್, ರಾಘವೇಂದ್ರ, ಎಚ್.ಬಿ.ಪ್ರೇಶ್, ತಿಮ್ಮರಾಜು, ರಾಮು, ಎರ, ಕುಮಾರ, ಪ್ರಕಾಶ್, ಟಿ.ಸಿ.ಮಂಜುನಾಥ್, ವಿಶ್ವನಾಥ್ ಸೇರಿದಂತೆ ಅನೇಕರು ಉಪಸ್ಥಿತರಿದ್ದರು. <box>657 627 867 843</box>
a3-bottom-right: ಸ್ಪೀಡ್‌ನಲ್ಲಿ ಗೇರ್‌ಲೆಸ್ ಸೈಕಲ್‌ನಲ್ಲಿ ಸೈಕಲ್ ಕುಳಿಯುತ್ತಿದ್ದನ್ನು ಕಂಡು ಬೆರಗಾಗಿದ್ದೇನೆ. ಕಠಿಣ ಅಭ್ಯಾಸದಿಂದ ಪ್ರಶಸ್ತಿ ಲಭಿಸುತ್ತದೆ ಎನ್ನುವುದಕ್ಕೆ ಇದು ನಿದರ್ಶನವಾಗಿದೆ. ಗುರಿ ಮತ್ತು ಏಕಾಗ್ರತೆ ಮುಖ್ಯ. ಕ್ರೀಡೆಯು ಆರೋಗ್ಯ ವೃದ್ಧಿಸುವ ಜೊತೆಗೆ ಸ್ಪರ್ಧೆಗಳಿಗೆ ಆಯೋಜಕರಿಗೂ ಹಾಗೂ ಸ್ಪರ್ಧಾಳುಗಳಿಗೆ <box>440 826 648 932</box>
a5-photo-4-image <box>455 1293 863 1523</box>
a8-col3: ರಂಗಭೂಮಿಯ ಬಗ್ಗೆ ಆಸಕ್ತಿ ಮತ್ತು ಅಭಿಮಾನ ಹೆಚ್ಚು ಹೊಂದಿರುವ ಶಾಸಕರು ಪ್ರತಿವರ್ಷ ರಂಗಭೂಮಿ ವೇದಿಕೆಗೆ ನೆರವು ನೀಡುತ್ತಿದ್ದಾರೆ. ಗೋವಿಂದರಾಜು ಮತ್ತು ಚಂದ್ರಶೇಖರ ಸೇರಿದಂತೆ ಅನೇಕ ಗಣ್ಯರು ಹಾಜರಿದ್ದರು. ರಂಗಕಲೆಯ ಸೇವೆಗೆ ಸಲ್ಲಿಸಿದ ಗೌರವ ಸನ್ಮಾನವನ್ನು ರಂಗಭೂಮಿಯ ಈ ಸಾಧನೆಗೆ ಸಮರ್ಪಿಸುವುದಾಗಿ ಹೇಳಿದರು. ಅನೇಕ ಮಹನೀಯರು ಉಪಸ್ಥಿತರಿದ್ದರು. <box>734 1884 867 2100</box>
masthead-bottom-rule <box>12 124 1529 127</box>
a8-col1 <box>20 1882 299 2362</box>
notice-text: ಸಮೀಪದ ಮುನವಳ್ಳಿ ಪಟ್ಟಣದಲ್ಲಿ ರಾಜ್ಯ ಸರ್ಕಾರ ನೂತನವಾಗಿ ಜಾರಿಗೆ ತರಲಾದ ನಮ್ಮ ಕ್ಲಿನಿಕ್ ಉದ್ಘಾಟನೆ ಕಾರ್ಯಕ್ರಮ ರವಿವಾರ ಬೆಳಗ್ಗೆ ೧೧-೦೦ ಗಂಟೆಗೆ ಜರುಗಲಿದೆ. ಉದ್ಘಾಟಕರಾಗಿ ಲೋಕೋಪಯೋಗಿ ಇಲಾಖೆ ಸಚಿವ ಸತೀಶ ಜಾರಕಿಹೊಳಿ, ಮಹಿಳಾ ಮತ್ತು ಮಕ್ಕಳ ಅಭಿವೃದ್ಧಿ ಇಲಾಖೆ ಸಚಿವೆ ಲಕ್ಷ್ಮೀ ಹೆಬ್ಬಾಳಕರ, ಆರೋಗ್ಯ ಸಚಿವ ದಿನೇಶ ಗುಂಡುರಾವ್, ಅಧ್ಯಕ್ಷತೆಯನ್ನು ಶಾಸಕ ವಿಶ್ವಾಸ ವೈದ್ಯ, ವಿಶೇಷ ಆಮಂತ್ರಿತರಾಗಿ ವಿಧಾನ ಸಭಾ ಮುಖ್ಯ ಸಚೇತಕ ಅಶೋಕ ಪಟ್ಟಣ, ಮಾಜಿ ಸಂಸದ ಪ್ರಕಾಶ ಹುಕ್ಕೇರಿ, ಶಾಸಕ ಚನ್ನರಾಜ ಹಟ್ಟಿಹೊಳಿ ಪಾಲ್ಗೊಳ್ಳಲಿದ್ದು, ಮುಖ್ಯ ಅತಿಥಿಗಳಾಗಿ ಜಿಲ್ಲಾ ಆರೋಗ್ಯಾಧಿಕಾರಿ ಹಾಗೂ ತಾಲ್ಲೂಕು ವೈದ್ಯಾಧಿಕಾರಿ ಶ್ರೀಪಾದ ಸಬನೀಸ್ ಪ್ರಕಟಣೆ ಮೂಲಕ ತಿಳಿಸಿದ್ದಾರೆ. <box>895 2160 1510 2250</box>
a3-bottom-rule <box>12 975 871 977</box>
date-en: Sunday 17 August 2025 <box>748 27 985 49</box>
a7-reporter: ವರದಿ: ಗಿರೀಶ್ ಕೆ ಭಟ್, ತುಮಕೂರು <box>884 1609 1028 1623</box>
a3-col1 <box>20 625 216 969</box>
a1-byline: ಭಾರತ ವೈಭವ ಸುದ್ದಿ <box>20 190 97 204</box>
a7-photo-1 <box>1096 1612 1315 1825</box>
a6-photo-image <box>1107 1083 1520 1327</box>
a1-quote-text: ಮುಗಳಿಹಾಳ ಗ್ರಾಮ ಪಂಚಾಯತಿ ವ್ಯಾಪ್ತಿಯ ಮುಗಳಿಹಾಳ, ಮೆಳ್ಳಿಕೇರಿ, ದಾಸನಾಳ, ಗ್ರಾಮದ ನಿವಾಸಿಗಳು ಯಾರಾದರೂ ಮರಣ ಹೊಂದಿದರೆ ಶವ ಸಂಸ್ಕಾರ ಮಾಡಲು ಮೃತರ ಕುಟುಂಬಕ್ಕೆ ಅನುಕೂಲವಾಗಲೆಂದು ಐದು ಸಾವಿರ ರೂಪಾಯಿಗಳ ಸಹಾಯಧನವನ್ನು ನೀಡಲು ಗ್ರಾಮ ಪಂಚಾಯತಿ ಅಧ್ಯಕ್ಷರು, ಉಪಾಧ್ಯಕ್ಷರು, ಸರ್ವ ಸದಸ್ಯರುಗಳು ತೀರ್ಮಾನಿಸಿದ್ದಾರೆ. ಬಡ ಕುಟುಂಬಗಳಿಗೆ ಆರ್ಥಿಕ ನೆರವು ಒದಗಿಸಲು ಇದೊಂದು ಮಹತ್ವವಾದ ತೀರ್ಮಾನ. <box>254 387 643 482</box>
a7-col2: ದಾಖಲಿಸುವುದರ ಮೂಲಕ ಸರ್ಕಾರಿ ಶಾಲೆಗಳನ್ನು ಉಳಿಸಿ ಬೆಳೆಸಬೇಕು. ಕೊಡಗಿಹಳ್ಳಿ ಗ್ರಾಮ ಪಂಚಾಯ್ತಿ ವ್ಯಾಪ್ತಿಯ ಶಾಲೆಗಳ ಅಭಿವೃದ್ಧಿಗೆ ಅಗತ್ಯವಿರುವ ಎಲ್ಲಾ ಸೌಲಭ್ಯಗಳನ್ನು ನೀಡಲಾಗುವುದು. ಖಾಸಗಿ ಶಾಲೆಗಳಲ್ಲಿ ಇರುವ ಎಲ್ಲಾ ಸೌಕರ್ಯಗಳನ್ನು ನಮ್ಮ ಸರ್ಕಾರಿ ಶಾಲೆಗಳಲ್ಲಿಯೂ ಒದಗಿಸಲು ಪ್ರಯತ್ನಿಸಲಾಗುತ್ತಿದೆ ಎಂದರು. ಗ್ರಾಮ ಪಂಚಾಯ್ತಿಯಿಂದ ಈ ಹಿಂದೆ ಶಾಲಾ ಕಾಂಪೌಂಡ್ ನಿರ್ಮಾಣ ಮಾಡಲಾಗಿತ್ತು. ಶಾಲೆಗೆ ಅಗತ್ಯವಿರುವ ಕೊಠಡಿ ನಿರ್ಮಾಣ ಕಾರ್ಯ ಶೀಘ್ರದಲ್ಲೇ ಕೈಗೊಳ್ಳಲಾಗುವುದು. <box>1096 1834 1302 2014</box>
a4-dateline: ಅಳ್ನಾವರ (ಧಾರವಾಡ): <box>884 678 976 692</box>
a4-byline: ಭಾರತ ವೈಭವ ಸುದ್ದಿ <box>884 660 961 674</box>
a3-col1-text: ಇಲ್ಲಿನ ಜಯಕರ್ನಾಟಕ ಸಂಘಟನೆಯ ನೇತೃತ್ವದಲ್ಲಿ ಸಹ್ಯದಿಯ ದಾನಿಗಳ ಸಹಕಾರದೊಂದಿಗೆ ೭೯ ನೇ ಸ್ವಾತಂತ್ರ್ಯ ದಿನಾಚರಣೆ ಅಂಗವಾಗಿ ಶುಕ್ರವಾರ ವೇಗದ ಸೈಕಲ್ ರೇಸ್ ಏರ್ಪಡಿಸಲಾಗಿತ್ತು. ಪುರುಷರ ವಿಭಾಗದಲ್ಲಿ ಜಬೀಉಲ್ಲಾ ಆವರು ಪ್ರಥಮ ಸ್ಥಾನ ಬಂದು ಬಹುಮಾನವಾಗಿ ೧೦ ಸಾವಿರ ರೂ. ನಗದು ಹಾಗೂ ಆಕರ್ಷಕ ಟ್ರೋಫಿ ಗೆದ್ದುಕೊಂಡರು. ದ್ವಿತೀಯ ಸ್ಥಾನ ಬಂದ ಕರಕಪಾಡರ ನಿಖಿಲ್ ೫ ಸಾವಿರ ರೂ.ನಗದು ಹಾಗೂ ಟ್ರೋಫಿ ಗೆದ್ದುಕೊಂಡರು. ತೃತೀಯ ಸ್ಥಾನ ಬಂದ ಕಂಕನವರ್ ಪ್ರೀತಂ ಮೆಕ್ಕಿ ಬಹುಮಾನವಾಗಿ ಪಡೆದುಕೊಂಡರು. ಅಕಾಶ್, ಪ್ರಜ್ವಲ್, ಶರತ್, ಅಶೋಕ್ <box>20 627 216 843</box>
a5-photo-3 <box>24 1292 433 1523</box>
a5-headline: ಗಣಿಭಾದಿತ ದಲಿತ ಗ್ರಾಮಗಳಿಗೆ ಮೂಲಸೌಕರ್ಯಗಳೇ ಗಗನ ಕುಸುಮ <box>18 987 803 1030</box>
a3-photo-image <box>224 634 648 817</box>
logo-sub-kn: ಕನ್ನಡ ದಿನಪತ್ರಿಕೆ <box>272 94 344 111</box>
a2-col2: ಈ ಕೆಳಕಂಡ ನಮೂದಿಸಲ್ಪಟ್ಟ ತಿಳಿಸಿರುವ ದಿನಾಂಕಗಳಂದು ನಿಯೋಜಿಸಿದ ಸ್ಥಳಗಳಲ್ಲಿ ಅಗತ್ಯ ದಾಖಲೆಗಳೊಂದಿಗೆ (ಆಧಾರ್ ಕಾರ್ಡ್, ರೇಷನ್ ಕಾರ್ಡ್ ಮತ್ತು ಯುಡಿಐಡಿ ಕಾರ್ಡ್ ಜೆರಾಕ್ಸ್ ಪ್ರತಿಗಳು) ಶ್ರವಣ ಸಮಸ್ಯೆಯುಳ್ಳ ವಿಕಲಚೇತನರು ಹಾಗೂ ಹಿರಿಯನಾಗರಿಕರು ಭಾಗವಹಿಸಿ ಸದುಪಯೋಗಪಡಿಸಿಕೊಳ್ಳಲು ತಿಳಿಸಿದೆ. ಶಿಬಿರದ ದಿನಾಂಕ- ಚಿಂತಾಮಣಿ ತಾಲ್ಲೂಕು ಪಂಚಾಯಿತಿ ಆವರಣ ೧೮-೦೮-೨೦೨೫ ಸೋಮವಾರ ಬೆಳಗಿನ ೧೦-೦೮-೨೦೨೫ ಬುಧವಾರ ಬೆಳಿಗ್ಗೆ ಪ್ರಾಥಮಿಕ ಆರೋಗ್ಯ ಕೇಂದ್ರದ ಆವರಣ ಬಾಗೇಪಲ್ಲಿ ೨೧-೦೮-೨೦೨೫ ಬಾಗೇಪಲ್ಲಿ ತಾಲ್ಲೂಕು ಪಂಚಾಯತಿ ಆವರಣ ವಿಶೇಷ ಸೂಚನೆ: ಬಿಪಿಎಲ್ ಕಾರ್ಡ್ ಹೊಂದಿರುವ ಫಲಾನುಭವಿಗಳು ಮಾತ್ರ ಅರ್ಹರಾಗಿರುತ್ತಾರೆ. ಹೆಚ್ಚಿನ ಮಾಹಿತಿಗಾಗಿ ಜಿಲ್ಲಾ ವಿಕಲಚೇತನರ ಪುನರ್ವಸತಿ ಕೇಂದ್ರದ ನೋಡಲ್ ಅಧಿಕಾರಿ:- ೭೨೦೬೬೬೪೪೬, ೭೨೦೬೬೬೪೪೪ ಸಂಪರ್ಕಿಸಬಹುದು. <box>1206 193 1520 372</box>
